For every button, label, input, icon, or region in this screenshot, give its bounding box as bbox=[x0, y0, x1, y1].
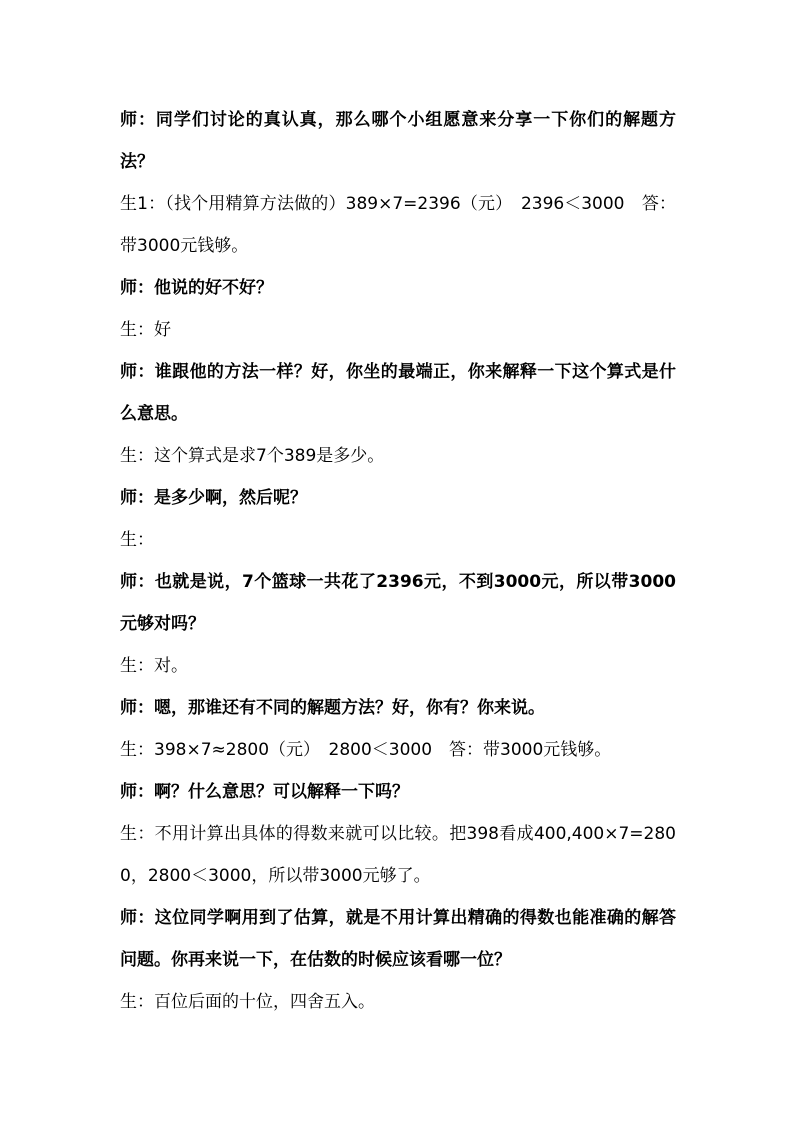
student-line: 生：这个算式是求7个389是多少。 bbox=[120, 446, 385, 466]
teacher-line: 师：也就是说，7个篮球一共花了2396元，不到3000元，所以带3000元够对吗？ bbox=[120, 572, 676, 634]
student-line: 生：398×7≈2800（元） 2800＜3000 答：带3000元钱够。 bbox=[120, 740, 612, 760]
teacher-line: 师：他说的好不好？ bbox=[120, 278, 273, 298]
student-line: 生1：（找个用精算方法做的）389×7=2396（元） 2396＜3000 答：带3000元钱够。 bbox=[120, 194, 676, 256]
teacher-line: 师：是多少啊，然后呢？ bbox=[120, 488, 307, 508]
teacher-line: 师：这位同学啊用到了估算，就是不用计算出精确的得数也能准确的解答问题。你再来说一下，在估数的时候应该看哪一位？ bbox=[120, 908, 676, 970]
student-line: 生：不用计算出具体的得数来就可以比较。把398看成400,400×7=2800，2800＜3000，所以带3000元够了。 bbox=[120, 824, 676, 886]
teacher-line: 师：同学们讨论的真认真，那么哪个小组愿意来分享一下你们的解题方法？ bbox=[120, 110, 676, 172]
teacher-line: 师：嗯，那谁还有不同的解题方法？好，你有？你来说。 bbox=[120, 698, 545, 718]
student-line: 生： bbox=[120, 530, 154, 550]
teacher-line: 师：啊？什么意思？可以解释一下吗？ bbox=[120, 782, 409, 802]
student-line: 生：好 bbox=[120, 320, 171, 340]
student-line: 生：百位后面的十位，四舍五入。 bbox=[120, 992, 375, 1012]
teacher-line: 师：谁跟他的方法一样？好，你坐的最端正，你来解释一下这个算式是什么意思。 bbox=[120, 362, 676, 424]
dialogue-transcript bbox=[120, 99, 676, 1023]
student-line: 生：对。 bbox=[120, 656, 188, 676]
